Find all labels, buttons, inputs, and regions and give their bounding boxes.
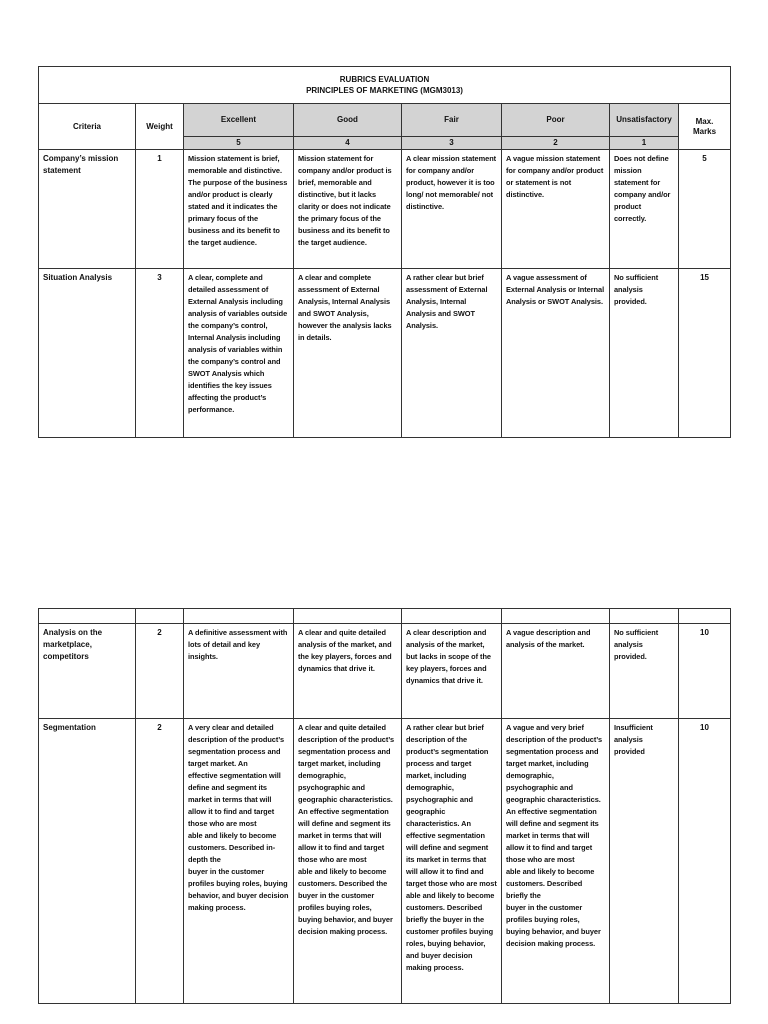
good-cell: A clear and quite detailed description of the product’s segmentation process and target market, including demographic, psychographic and geographic characteristics. An effective segmentation will define and segment its market in terms that will allow it to find and target those who are most able and likely to become customers. Described the buyer in the customer profiles buying roles, buying behavior, and buyer decision making process. bbox=[294, 719, 402, 1004]
fair-cell: A clear mission statement for company and/or product, however it is too long/ not memorable/ not distinctive. bbox=[402, 150, 502, 269]
fair-cell: A clear description and analysis of the market, but lacks in scope of the key players, forces and dynamics that drive it. bbox=[402, 624, 502, 719]
excellent-cell: A definitive assessment with lots of detail and key insights. bbox=[184, 624, 294, 719]
poor-cell: A vague mission statement for company and/or product or statement is not distinctive. bbox=[502, 150, 610, 269]
criteria-header: Criteria bbox=[39, 104, 136, 150]
blank-cell bbox=[294, 609, 402, 624]
table-row bbox=[39, 150, 731, 269]
blank-header-row bbox=[39, 609, 731, 624]
score-unsatisfactory: 1 bbox=[610, 137, 679, 150]
table-row bbox=[39, 719, 731, 1004]
weight-cell: 3 bbox=[136, 269, 184, 438]
fair-cell: A rather clear but brief description of the product’s segmentation process and target market, including demographic, psychographic and geographic characteristics. An effective segmentation will define and segment its market in terms that will allow it to find and target those who are most able and likely to become customers. Described briefly the buyer in the customer profiles buying roles, buying behavior, and buyer decision making process. bbox=[402, 719, 502, 1004]
weight-header: Weight bbox=[136, 104, 184, 150]
document-title: RUBRICS EVALUATION bbox=[339, 75, 430, 84]
fair-cell: A rather clear but brief assessment of External Analysis, Internal Analysis and SWOT Analysis. bbox=[402, 269, 502, 438]
table-row bbox=[39, 269, 731, 438]
grade-header-excellent: Excellent bbox=[184, 104, 294, 137]
weight-cell: 1 bbox=[136, 150, 184, 269]
blank-cell bbox=[679, 609, 731, 624]
good-cell: A clear and complete assessment of External Analysis, Internal Analysis and SWOT Analysis, however the analysis lacks in details. bbox=[294, 269, 402, 438]
grade-header-good: Good bbox=[294, 104, 402, 137]
max-marks-cell: 5 bbox=[679, 150, 731, 269]
unsatisfactory-cell: Does not define mission statement for company and/or product correctly. bbox=[610, 150, 679, 269]
good-cell: A clear and quite detailed analysis of the market, and the key players, forces and dynamics that drive it. bbox=[294, 624, 402, 719]
score-poor: 2 bbox=[502, 137, 610, 150]
excellent-cell: A very clear and detailed description of the product’s segmentation process and target market. An effective segmentation will define and segment its market in terms that will allow it to find and target those who are most able and likely to become customers. Described in-depth the buyer in the customer profiles buying roles, buying behavior, and buyer decision making process. bbox=[184, 719, 294, 1004]
poor-cell: A vague and very brief description of the product’s segmentation process and target market, including demographic, psychographic and geographic characteristics. An effective segmentation will define and segment its market in terms that will allow it to find and target those who are most able and likely to become customers. Described briefly the buyer in the customer profiles buying roles, buying behavior, and buyer decision making process. bbox=[502, 719, 610, 1004]
criteria-cell: Situation Analysis bbox=[39, 269, 136, 438]
criteria-cell: Segmentation bbox=[39, 719, 136, 1004]
excellent-cell: Mission statement is brief, memorable and distinctive. The purpose of the business and/or product is clearly stated and it indicates the primary focus of the business and its benefit to the target audience. bbox=[184, 150, 294, 269]
grade-header-fair: Fair bbox=[402, 104, 502, 137]
document-subtitle: PRINCIPLES OF MARKETING (MGM3013) bbox=[306, 86, 463, 95]
score-good: 4 bbox=[294, 137, 402, 150]
weight-cell: 2 bbox=[136, 719, 184, 1004]
rubric-table-page-2 bbox=[38, 608, 731, 1004]
good-cell: Mission statement for company and/or product is brief, memorable and distinctive, but it lacks clarity or does not indicate the primary focus of the business and its benefit to the target audience. bbox=[294, 150, 402, 269]
blank-cell bbox=[136, 609, 184, 624]
max-marks-cell: 15 bbox=[679, 269, 731, 438]
title-cell bbox=[39, 67, 731, 104]
excellent-cell: A clear, complete and detailed assessment of External Analysis including analysis of variables outside the company’s control, Internal Analysis including analysis of variables within the company’s control and SWOT Analysis which identifies the key issues affecting the product’s performance. bbox=[184, 269, 294, 438]
table-row bbox=[39, 624, 731, 719]
grade-header-poor: Poor bbox=[502, 104, 610, 137]
score-excellent: 5 bbox=[184, 137, 294, 150]
unsatisfactory-cell: No sufficient analysis provided. bbox=[610, 269, 679, 438]
blank-cell bbox=[402, 609, 502, 624]
unsatisfactory-cell: No sufficient analysis provided. bbox=[610, 624, 679, 719]
unsatisfactory-cell: Insufficient analysis provided bbox=[610, 719, 679, 1004]
max-marks-cell: 10 bbox=[679, 719, 731, 1004]
weight-cell: 2 bbox=[136, 624, 184, 719]
poor-cell: A vague assessment of External Analysis or Internal Analysis or SWOT Analysis. bbox=[502, 269, 610, 438]
rubric-table-page-1 bbox=[38, 66, 731, 438]
blank-cell bbox=[610, 609, 679, 624]
title-row bbox=[39, 67, 731, 104]
blank-cell bbox=[39, 609, 136, 624]
score-fair: 3 bbox=[402, 137, 502, 150]
max-marks-header: Max. Marks bbox=[679, 104, 731, 150]
blank-cell bbox=[502, 609, 610, 624]
grade-header-row bbox=[39, 104, 731, 137]
criteria-cell: Analysis on the marketplace, competitors bbox=[39, 624, 136, 719]
max-marks-cell: 10 bbox=[679, 624, 731, 719]
poor-cell: A vague description and analysis of the market. bbox=[502, 624, 610, 719]
criteria-cell: Company’s mission statement bbox=[39, 150, 136, 269]
grade-header-unsatisfactory: Unsatisfactory bbox=[610, 104, 679, 137]
blank-cell bbox=[184, 609, 294, 624]
